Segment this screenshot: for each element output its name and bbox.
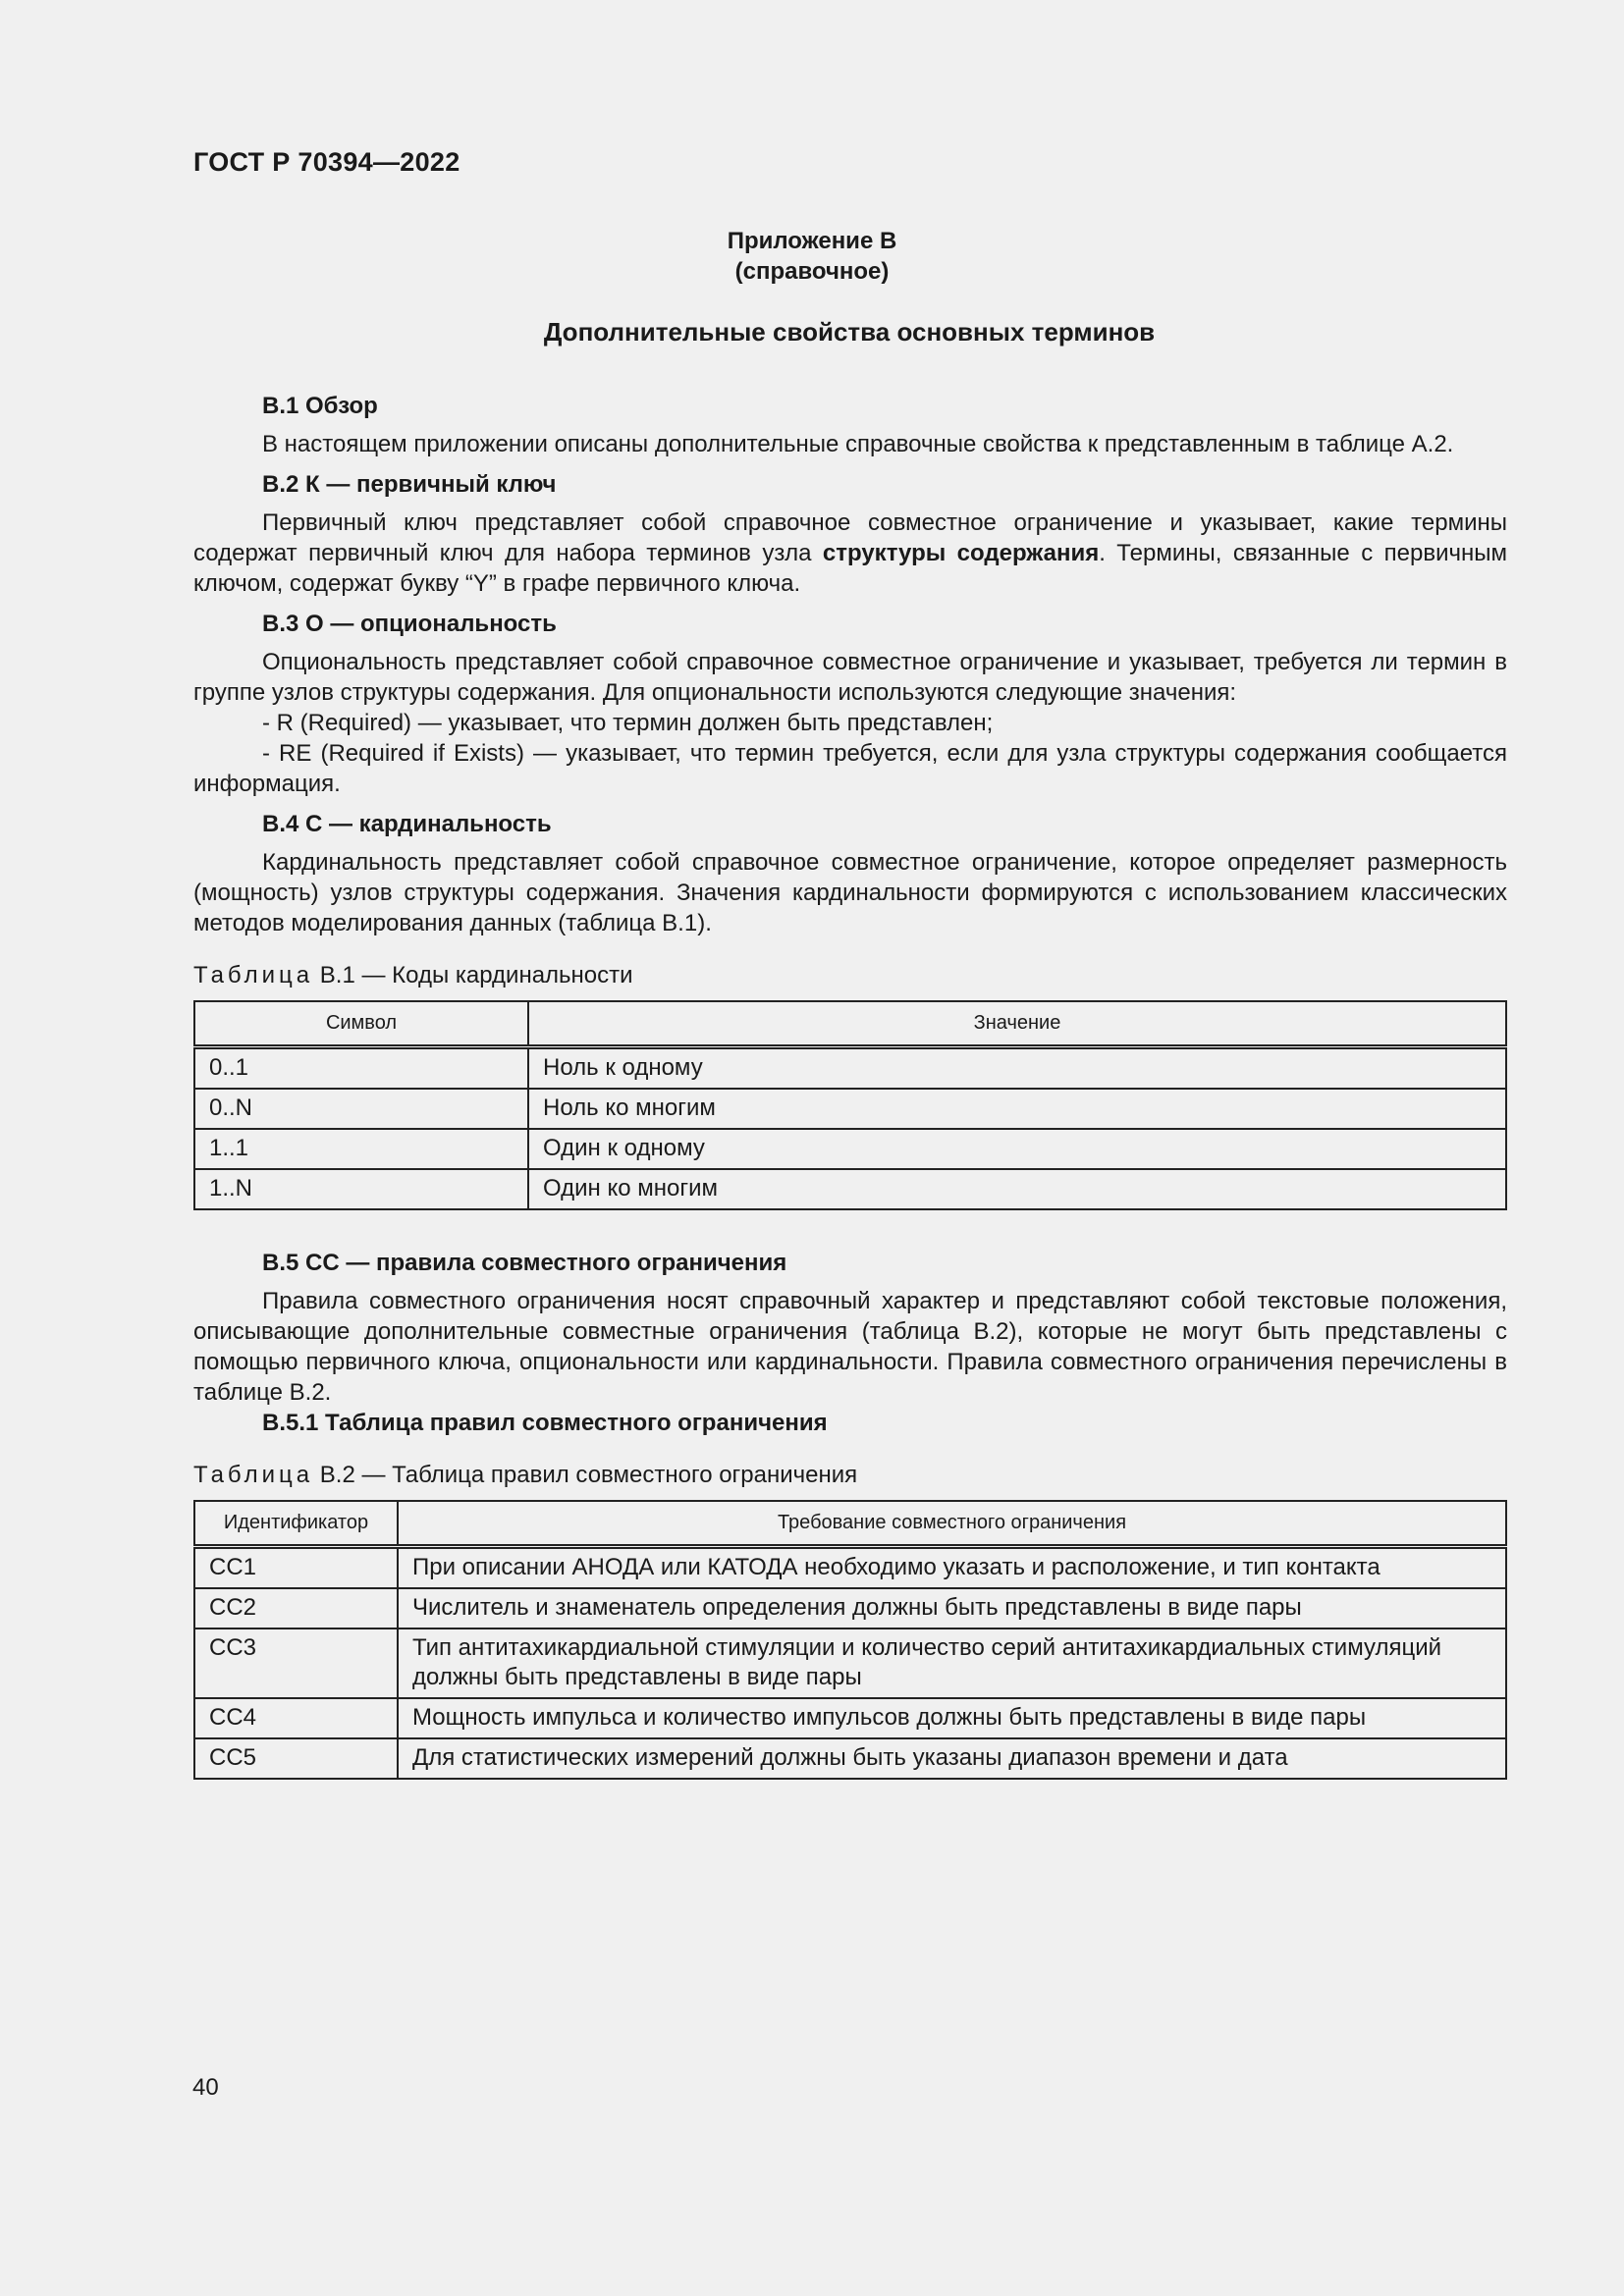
table-cell-symbol: 0..1 — [194, 1047, 528, 1090]
table-header-row — [194, 1501, 1506, 1547]
appendix-title — [0, 226, 1624, 287]
standard-id: ГОСТ Р 70394—2022 — [193, 147, 460, 177]
table-row — [194, 1629, 1506, 1698]
table-b1-caption-text: В.1 — Коды кардинальности — [313, 962, 633, 988]
column-header-requirement: Требование совместного ограничения — [398, 1501, 1506, 1547]
table-cell-requirement: Для статистических измерений должны быть указаны диапазон времени и дата — [398, 1738, 1506, 1779]
table-cell-identifier: СС5 — [194, 1738, 398, 1779]
table-row — [194, 1698, 1506, 1738]
section-heading-b1: В.1 Обзор — [262, 393, 378, 419]
list-item-required: - R (Required) — указывает, что термин должен быть представлен; — [262, 710, 994, 736]
cardinality-table — [193, 1000, 1507, 1210]
table-cell-identifier: СС3 — [194, 1629, 398, 1698]
table-row — [194, 1588, 1506, 1629]
section-heading-b2: В.2 К — первичный ключ — [262, 471, 557, 498]
appendix-label: Приложение В — [727, 228, 897, 254]
table-cell-value: Ноль ко многим — [528, 1089, 1506, 1129]
section-text-b2-part1: Первичный ключ представляет собой справочное совместное ограничение и указывает, какие термины содержат первичный ключ для набора терминов узла — [193, 509, 1507, 566]
table-cell-requirement: Мощность импульса и количество импульсов должны быть представлены в виде пары — [398, 1698, 1506, 1738]
table-b2-caption-label: Таблица — [193, 1462, 314, 1488]
section-heading-b4: В.4 С — кардинальность — [262, 811, 552, 837]
table-b2-caption — [193, 1460, 1507, 1490]
table-header-row — [194, 1001, 1506, 1047]
section-text-b3: Опциональность представляет собой справочное совместное ограничение и указывает, требуется ли термин в группе узлов структуры содержания. Для опциональности используются следующие значения: — [193, 649, 1507, 706]
section-heading-b3: В.3 О — опциональность — [262, 611, 557, 637]
table-cell-value: Один ко многим — [528, 1169, 1506, 1209]
table-cell-identifier: СС2 — [194, 1588, 398, 1629]
co-constraint-rules-table — [193, 1500, 1507, 1780]
table-cell-requirement: Числитель и знаменатель определения должны быть представлены в виде пары — [398, 1588, 1506, 1629]
table-cell-symbol: 1..N — [194, 1169, 528, 1209]
table-cell-requirement: Тип антитахикардиальной стимуляции и количество серий антитахикардиальных стимуляций должны быть представлены в виде пары — [398, 1629, 1506, 1698]
table-cell-requirement: При описании АНОДА или КАТОДА необходимо указать и расположение, и тип контакта — [398, 1547, 1506, 1589]
table-row — [194, 1089, 1506, 1129]
table-row — [194, 1129, 1506, 1169]
section-text-b2-bold: структуры содержания — [822, 540, 1100, 566]
table-cell-symbol: 0..N — [194, 1089, 528, 1129]
table-cell-symbol: 1..1 — [194, 1129, 528, 1169]
table-cell-identifier: СС4 — [194, 1698, 398, 1738]
table-row — [194, 1547, 1506, 1589]
section-text-b2 — [193, 507, 1507, 599]
section-text-b4: Кардинальность представляет собой справочное совместное ограничение, которое определяет размерность (мощность) узлов структуры содержания. Значения кардинальности формируются с использованием классических методов моделирования данных (таблица В.1). — [193, 849, 1507, 936]
table-row — [194, 1047, 1506, 1090]
table-row — [194, 1169, 1506, 1209]
page-number: 40 — [192, 2074, 219, 2101]
table-b2-caption-text: В.2 — Таблица правил совместного ограничения — [313, 1462, 858, 1488]
table-cell-value: Один к одному — [528, 1129, 1506, 1169]
section-text-b5: Правила совместного ограничения носят справочный характер и представляют собой текстовые положения, описывающие дополнительные совместные ограничения (таблица В.2), которые не могут быть представлены с помощью первичного ключа, опциональности или кардинальности. Правила совместного ограничения перечислены в таблице В.2. — [193, 1288, 1507, 1406]
document-body — [193, 391, 1507, 1780]
table-row — [194, 1738, 1506, 1779]
section-text-b1: В настоящем приложении описаны дополнительные справочные свойства к представленным в таблице А.2. — [262, 431, 1454, 457]
appendix-heading: Дополнительные свойства основных терминов — [543, 317, 1156, 347]
section-heading-b5: В.5 СС — правила совместного ограничения — [262, 1250, 787, 1276]
table-b1-caption — [193, 960, 1507, 990]
column-header-identifier: Идентификатор — [194, 1501, 398, 1547]
table-b1-caption-label: Таблица — [193, 962, 314, 988]
column-header-value: Значение — [528, 1001, 1506, 1047]
list-item-required-if-exists: - RE (Required if Exists) — указывает, что термин требуется, если для узла структуры содержания сообщается информация. — [193, 740, 1507, 797]
section-text-b2-part2: . Термины, связанные с первичным ключом, содержат букву “Y” в графе первичного ключа. — [193, 540, 1507, 597]
subsection-heading-b51: В.5.1 Таблица правил совместного ограничения — [262, 1410, 828, 1436]
appendix-type: (справочное) — [734, 258, 890, 285]
column-header-symbol: Символ — [194, 1001, 528, 1047]
table-cell-value: Ноль к одному — [528, 1047, 1506, 1090]
table-cell-identifier: СС1 — [194, 1547, 398, 1589]
